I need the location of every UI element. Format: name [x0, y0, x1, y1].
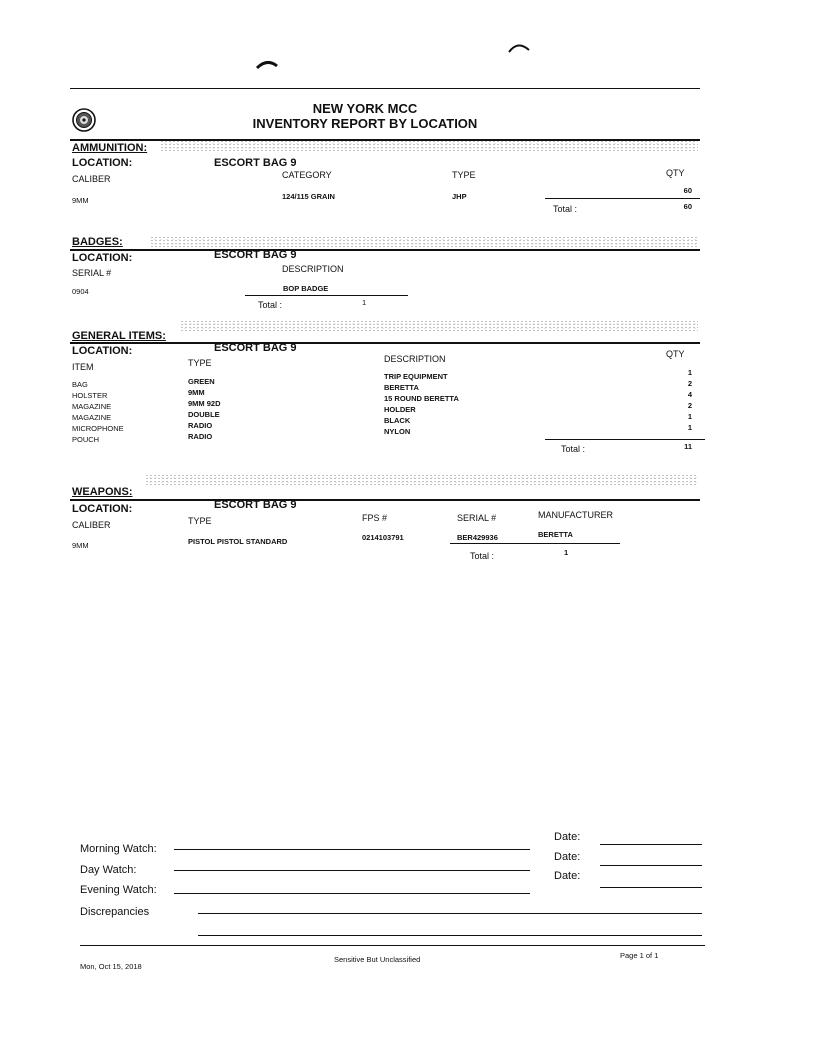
date-line[interactable] [600, 865, 702, 866]
total-rule [545, 198, 700, 199]
location-value: ESCORT BAG 9 [214, 499, 297, 511]
col-header-serial: SERIAL # [457, 513, 497, 523]
section-title-general-items: GENERAL ITEMS: [72, 330, 166, 342]
location-value: ESCORT BAG 9 [214, 157, 297, 169]
date-label: Date: [554, 870, 581, 882]
table-cell: 124/115 GRAIN [282, 192, 335, 201]
section-rule [70, 342, 700, 344]
table-cell: 60 [683, 186, 692, 195]
col-header-caliber: CALIBER [72, 174, 111, 184]
location-label: LOCATION: [72, 157, 133, 169]
table-cell: RADIO [188, 432, 213, 441]
table-cell: 9MM [72, 196, 89, 205]
footer-rule [80, 945, 705, 946]
section-shading [180, 320, 698, 332]
table-cell: 1 [687, 412, 692, 421]
col-header-type: TYPE [188, 358, 212, 368]
location-value: ESCORT BAG 9 [214, 342, 297, 354]
col-header-fps: FPS # [362, 513, 388, 523]
col-header-qty: QTY [666, 349, 685, 359]
table-cell: JHP [452, 192, 467, 201]
discrepancies-label: Discrepancies [80, 906, 150, 918]
table-cell: 1 [687, 368, 692, 377]
evening-watch-line[interactable] [174, 893, 530, 894]
table-cell: BERETTA [538, 530, 573, 539]
table-cell: BERETTA [384, 383, 419, 392]
discrepancies-line[interactable] [198, 913, 702, 914]
date-line[interactable] [600, 844, 702, 845]
table-cell: NYLON [384, 427, 411, 436]
table-cell: HOLDER [384, 405, 416, 414]
day-watch-line[interactable] [174, 870, 530, 871]
table-cell: GREEN [188, 377, 215, 386]
table-cell: BER429936 [457, 533, 498, 542]
total-rule [545, 439, 705, 440]
total-label: Total : [561, 444, 586, 454]
footer-date: Mon, Oct 15, 2018 [80, 962, 142, 971]
table-cell: 9MM [72, 541, 89, 550]
day-watch-label: Day Watch: [80, 864, 137, 876]
section-rule [70, 499, 700, 501]
total-value: 60 [683, 202, 692, 211]
table-cell: MICROPHONE [72, 424, 124, 433]
evening-watch-label: Evening Watch: [80, 884, 157, 896]
table-cell: BAG [72, 380, 88, 389]
date-label: Date: [554, 851, 581, 863]
morning-watch-label: Morning Watch: [80, 843, 157, 855]
date-label: Date: [554, 831, 581, 843]
total-label: Total : [258, 300, 283, 310]
discrepancies-line-2[interactable] [198, 935, 702, 936]
section-shading [160, 140, 698, 152]
table-cell: 4 [687, 390, 692, 399]
section-shading [150, 236, 698, 248]
location-label: LOCATION: [72, 345, 133, 357]
col-header-category: CATEGORY [282, 170, 332, 180]
footer-classification: Sensitive But Unclassified [334, 955, 421, 964]
total-value: 1 [564, 548, 569, 557]
section-shading [145, 474, 698, 486]
punch-mark-icon [256, 58, 278, 70]
table-cell: 2 [687, 401, 692, 410]
section-rule [70, 139, 700, 141]
section-rule [70, 249, 700, 251]
total-value: 11 [684, 442, 692, 451]
location-label: LOCATION: [72, 252, 133, 264]
total-rule [245, 295, 408, 296]
table-cell: MAGAZINE [72, 402, 112, 411]
table-cell: 2 [687, 379, 692, 388]
footer-page: Page 1 of 1 [620, 951, 659, 960]
col-header-type: TYPE [188, 516, 212, 526]
report-title: INVENTORY REPORT BY LOCATION [252, 116, 478, 131]
org-name: NEW YORK MCC [312, 101, 418, 116]
table-cell: BOP BADGE [283, 284, 329, 293]
table-cell: 15 ROUND BERETTA [384, 394, 459, 403]
punch-mark-icon [508, 40, 530, 54]
table-cell: TRIP EQUIPMENT [384, 372, 448, 381]
section-title-ammunition: AMMUNITION: [72, 142, 148, 154]
col-header-description: DESCRIPTION [384, 354, 446, 364]
table-cell: 9MM [188, 388, 205, 397]
col-header-serial: SERIAL # [72, 268, 112, 278]
date-line[interactable] [600, 887, 702, 888]
seal-icon [72, 108, 96, 132]
total-rule [450, 543, 620, 544]
table-cell: MAGAZINE [72, 413, 112, 422]
section-title-weapons: WEAPONS: [72, 486, 133, 498]
total-label: Total : [470, 551, 495, 561]
morning-watch-line[interactable] [174, 849, 530, 850]
table-cell: BLACK [384, 416, 411, 425]
table-cell: 1 [687, 423, 692, 432]
table-cell: 0214103791 [362, 533, 404, 542]
col-header-qty: QTY [666, 168, 685, 178]
col-header-caliber: CALIBER [72, 520, 111, 530]
col-header-type: TYPE [452, 170, 476, 180]
header-top-rule [70, 88, 700, 89]
location-value: ESCORT BAG 9 [214, 249, 297, 261]
section-title-badges: BADGES: [72, 236, 123, 248]
table-cell: 0904 [72, 287, 89, 296]
table-cell: HOLSTER [72, 391, 108, 400]
table-cell: DOUBLE [188, 410, 220, 419]
table-cell: RADIO [188, 421, 213, 430]
total-label: Total : [553, 204, 578, 214]
col-header-manufacturer: MANUFACTURER [538, 510, 614, 520]
table-cell: 9MM 92D [188, 399, 221, 408]
col-header-item: ITEM [72, 362, 94, 372]
col-header-description: DESCRIPTION [282, 264, 344, 274]
location-label: LOCATION: [72, 503, 133, 515]
total-value: 1 [362, 298, 367, 307]
table-cell: PISTOL PISTOL STANDARD [188, 537, 288, 546]
table-cell: POUCH [72, 435, 100, 444]
